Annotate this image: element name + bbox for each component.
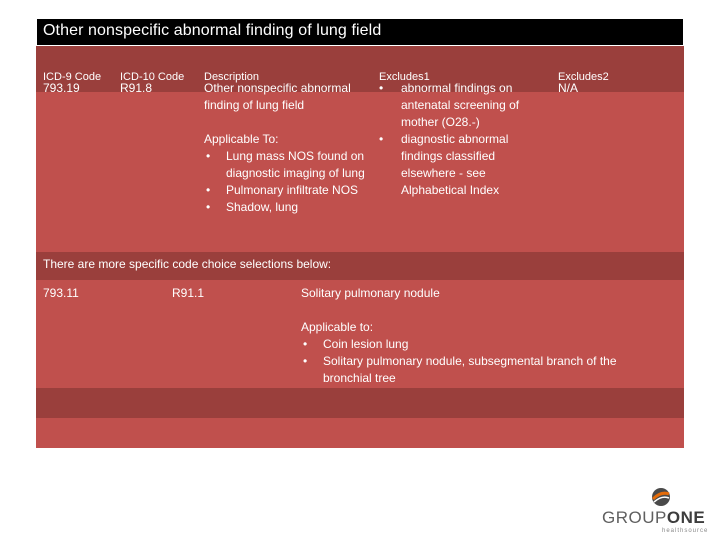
header-excludes1: Excludes1 <box>379 71 430 83</box>
list-item: • Coin lesion lung <box>303 337 409 351</box>
row1-applicable-label: Applicable To: <box>204 132 279 146</box>
empty-row-band <box>36 388 684 418</box>
list-item: • abnormal findings on antenatal screening of mother (O28.-) <box>379 81 520 129</box>
row2-description-text: Solitary pulmonary nodule <box>301 286 440 300</box>
row1-icd9-code: 793.19 <box>43 81 80 95</box>
bullet-icon: • <box>206 149 211 163</box>
row1-description <box>204 80 372 216</box>
list-item: • Lung mass NOS found on diagnostic imaging of lung <box>206 149 365 180</box>
excludes1-list <box>377 80 537 199</box>
bullet-icon: • <box>303 354 308 368</box>
bullet-icon: • <box>379 81 384 95</box>
icd-code-table <box>36 18 684 448</box>
header-description: Description <box>204 71 260 83</box>
table-title: Other nonspecific abnormal finding of lung field <box>36 18 684 46</box>
row2-applicable-label: Applicable to: <box>301 320 374 334</box>
header-excludes2: Excludes2 <box>558 71 609 83</box>
note-band <box>36 252 684 280</box>
row2-icd10-code: R91.1 <box>172 286 205 300</box>
bullet-icon: • <box>206 200 211 214</box>
bullet-icon: • <box>303 337 308 351</box>
logo-tagline: healthsource <box>662 528 709 534</box>
swirl-logo-icon <box>650 486 672 508</box>
list-item: • Solitary pulmonary nodule, subsegmental branch of the bronchial tree <box>303 354 617 385</box>
row1-excludes2: N/A <box>558 81 579 95</box>
row1-description-text: Other nonspecific abnormal finding of lung field <box>204 81 351 112</box>
row1-applicable-list <box>204 148 372 216</box>
row1-icd10-code: R91.8 <box>120 81 153 95</box>
list-item: • Shadow, lung <box>206 200 299 214</box>
logo-wordmark: GROUPONE <box>602 508 706 527</box>
row2-icd9-code: 793.11 <box>43 286 79 300</box>
bullet-icon: • <box>379 132 384 146</box>
group-one-logo <box>602 486 720 536</box>
row2-description <box>301 285 661 387</box>
list-item: • Pulmonary infiltrate NOS <box>206 183 359 197</box>
bullet-icon: • <box>206 183 211 197</box>
row2-applicable-list <box>301 336 661 387</box>
header-icd10: ICD-10 Code <box>120 71 185 83</box>
list-item: • diagnostic abnormal findings classified elsewhere - see Alphabetical Index <box>379 132 509 197</box>
row1-excludes1 <box>377 80 537 199</box>
header-icd9: ICD-9 Code <box>43 71 102 83</box>
more-specific-note: There are more specific code choice selections below: <box>43 257 332 271</box>
